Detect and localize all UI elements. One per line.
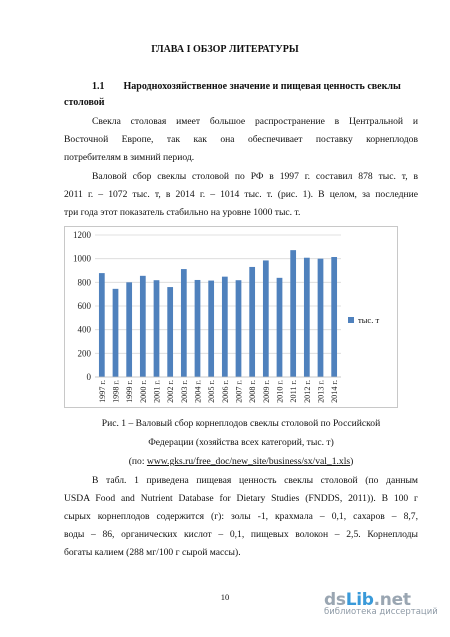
bar xyxy=(167,287,173,377)
bar xyxy=(331,257,337,377)
caption-line1: Рис. 1 – Валовый сбор корнеплодов свеклы столовой по Российской xyxy=(101,418,381,429)
bar xyxy=(154,280,160,377)
bar xyxy=(181,269,187,377)
watermark-subtitle: библиотека диссертаций xyxy=(324,607,438,617)
caption-source-prefix: (по: xyxy=(128,456,147,467)
paragraph2-line1: Валовой сбор свеклы столовой по РФ в 1997 г. составил 878 тыс. т, в xyxy=(92,171,418,182)
source-link[interactable]: www.gks.ru/free_doc/new_site/business/sx/val_1.xls xyxy=(146,456,351,467)
page-number: 10 xyxy=(220,592,230,602)
caption-source-suffix: ) xyxy=(350,456,354,467)
paragraph1-line3: потребителям в зимний период. xyxy=(64,152,195,163)
x-tick-label: 1998 г. xyxy=(111,380,121,403)
y-tick-label: 800 xyxy=(77,277,91,288)
paragraph2-line2: 2011 г. – 1072 тыс. т, в 2014 г. – 1014 тыс. т. (рис. 1). В целом, за последние xyxy=(64,189,418,200)
x-tick-label: 2004 г. xyxy=(193,380,203,403)
section-number: 1.1 xyxy=(92,81,105,92)
bar xyxy=(195,280,201,377)
caption-line2: Федерации (хозяйства всех категорий, тыс. т) xyxy=(148,437,334,448)
y-tick-label: 600 xyxy=(77,301,91,311)
paragraph2-line3: три года этот показатель стабильно на уровне 1000 тыс. т. xyxy=(64,207,301,218)
bar xyxy=(263,260,269,377)
x-tick-label: 2014 г. xyxy=(330,380,340,403)
paragraph3-line4: воды – 86, органических кислот – 0,1, пищевых волокон – 2,5. Корнеплоды xyxy=(64,529,418,540)
paragraph3-line1: В табл. 1 приведена пищевая ценность свеклы столовой (по данным xyxy=(92,475,418,486)
chart-legend xyxy=(348,315,379,325)
y-tick-label: 0 xyxy=(86,372,91,382)
y-tick-label: 1200 xyxy=(73,230,91,240)
chapter-title: ГЛАВА I ОБЗОР ЛИТЕРАТУРЫ xyxy=(151,44,299,55)
legend-swatch xyxy=(348,317,354,323)
paragraph1-line1: Свекла столовая имеет большое распространение в Центральной и xyxy=(92,116,418,127)
x-tick-label: 2011 г. xyxy=(289,380,299,403)
x-tick-label: 2003 г. xyxy=(179,380,189,403)
bar xyxy=(249,267,255,377)
section-title-line2: столовой xyxy=(64,97,105,108)
chart-container xyxy=(64,226,398,408)
bar xyxy=(208,281,214,377)
section-title-line1: Народнохозяйственное значение и пищевая ценность свеклы xyxy=(123,81,401,92)
x-tick-label: 2013 г. xyxy=(316,380,326,403)
x-tick-label: 1999 г. xyxy=(125,380,135,403)
bar xyxy=(99,273,105,377)
x-tick-label: 2005 г. xyxy=(207,380,217,403)
x-tick-label: 2006 г. xyxy=(220,380,230,403)
bar xyxy=(140,276,146,377)
bar xyxy=(222,277,228,377)
x-tick-label: 2001 г. xyxy=(152,380,162,403)
paragraph3-line3: сырых корнеплодов содержится (г): золы -1, крахмала – 0,1, сахаров – 8,7, xyxy=(64,511,418,522)
bar xyxy=(318,259,324,377)
section-heading xyxy=(92,81,418,92)
x-tick-label: 1997 г. xyxy=(97,380,107,403)
bar xyxy=(113,289,119,377)
watermark-logo-net: .net xyxy=(373,590,411,610)
paragraph1-line2: Восточной Европе, так как она обеспечивает поставку корнеплодов xyxy=(64,134,418,145)
bar xyxy=(290,250,296,377)
x-tick-label: 2008 г. xyxy=(248,380,258,403)
legend-label: тыс. т xyxy=(358,315,380,325)
x-tick-label: 2002 г. xyxy=(166,380,176,403)
bar xyxy=(277,278,283,377)
x-tick-label: 2000 г. xyxy=(138,380,148,403)
bar xyxy=(236,280,242,377)
bar xyxy=(304,258,310,377)
y-tick-label: 400 xyxy=(77,324,91,335)
watermark-logo-ds: ds xyxy=(324,590,346,610)
x-tick-label: 2007 г. xyxy=(234,380,244,403)
x-tick-label: 2012 г. xyxy=(302,380,312,403)
x-tick-label: 2009 г. xyxy=(261,380,271,403)
y-tick-label: 200 xyxy=(77,348,91,359)
paragraph3-line2: USDA Food and Nutrient Database for Dietary Studies (FNDDS, 2011)). В 100 г xyxy=(64,493,418,504)
x-tick-label: 2010 г. xyxy=(275,380,285,403)
paragraph3-line5: богаты калием (288 мг/100 г сырой массы). xyxy=(64,547,241,558)
watermark-logo-lib: Lib xyxy=(345,590,374,610)
y-tick-label: 1000 xyxy=(73,253,91,264)
watermark xyxy=(324,590,444,617)
bar xyxy=(126,282,132,377)
caption-source xyxy=(64,454,418,469)
